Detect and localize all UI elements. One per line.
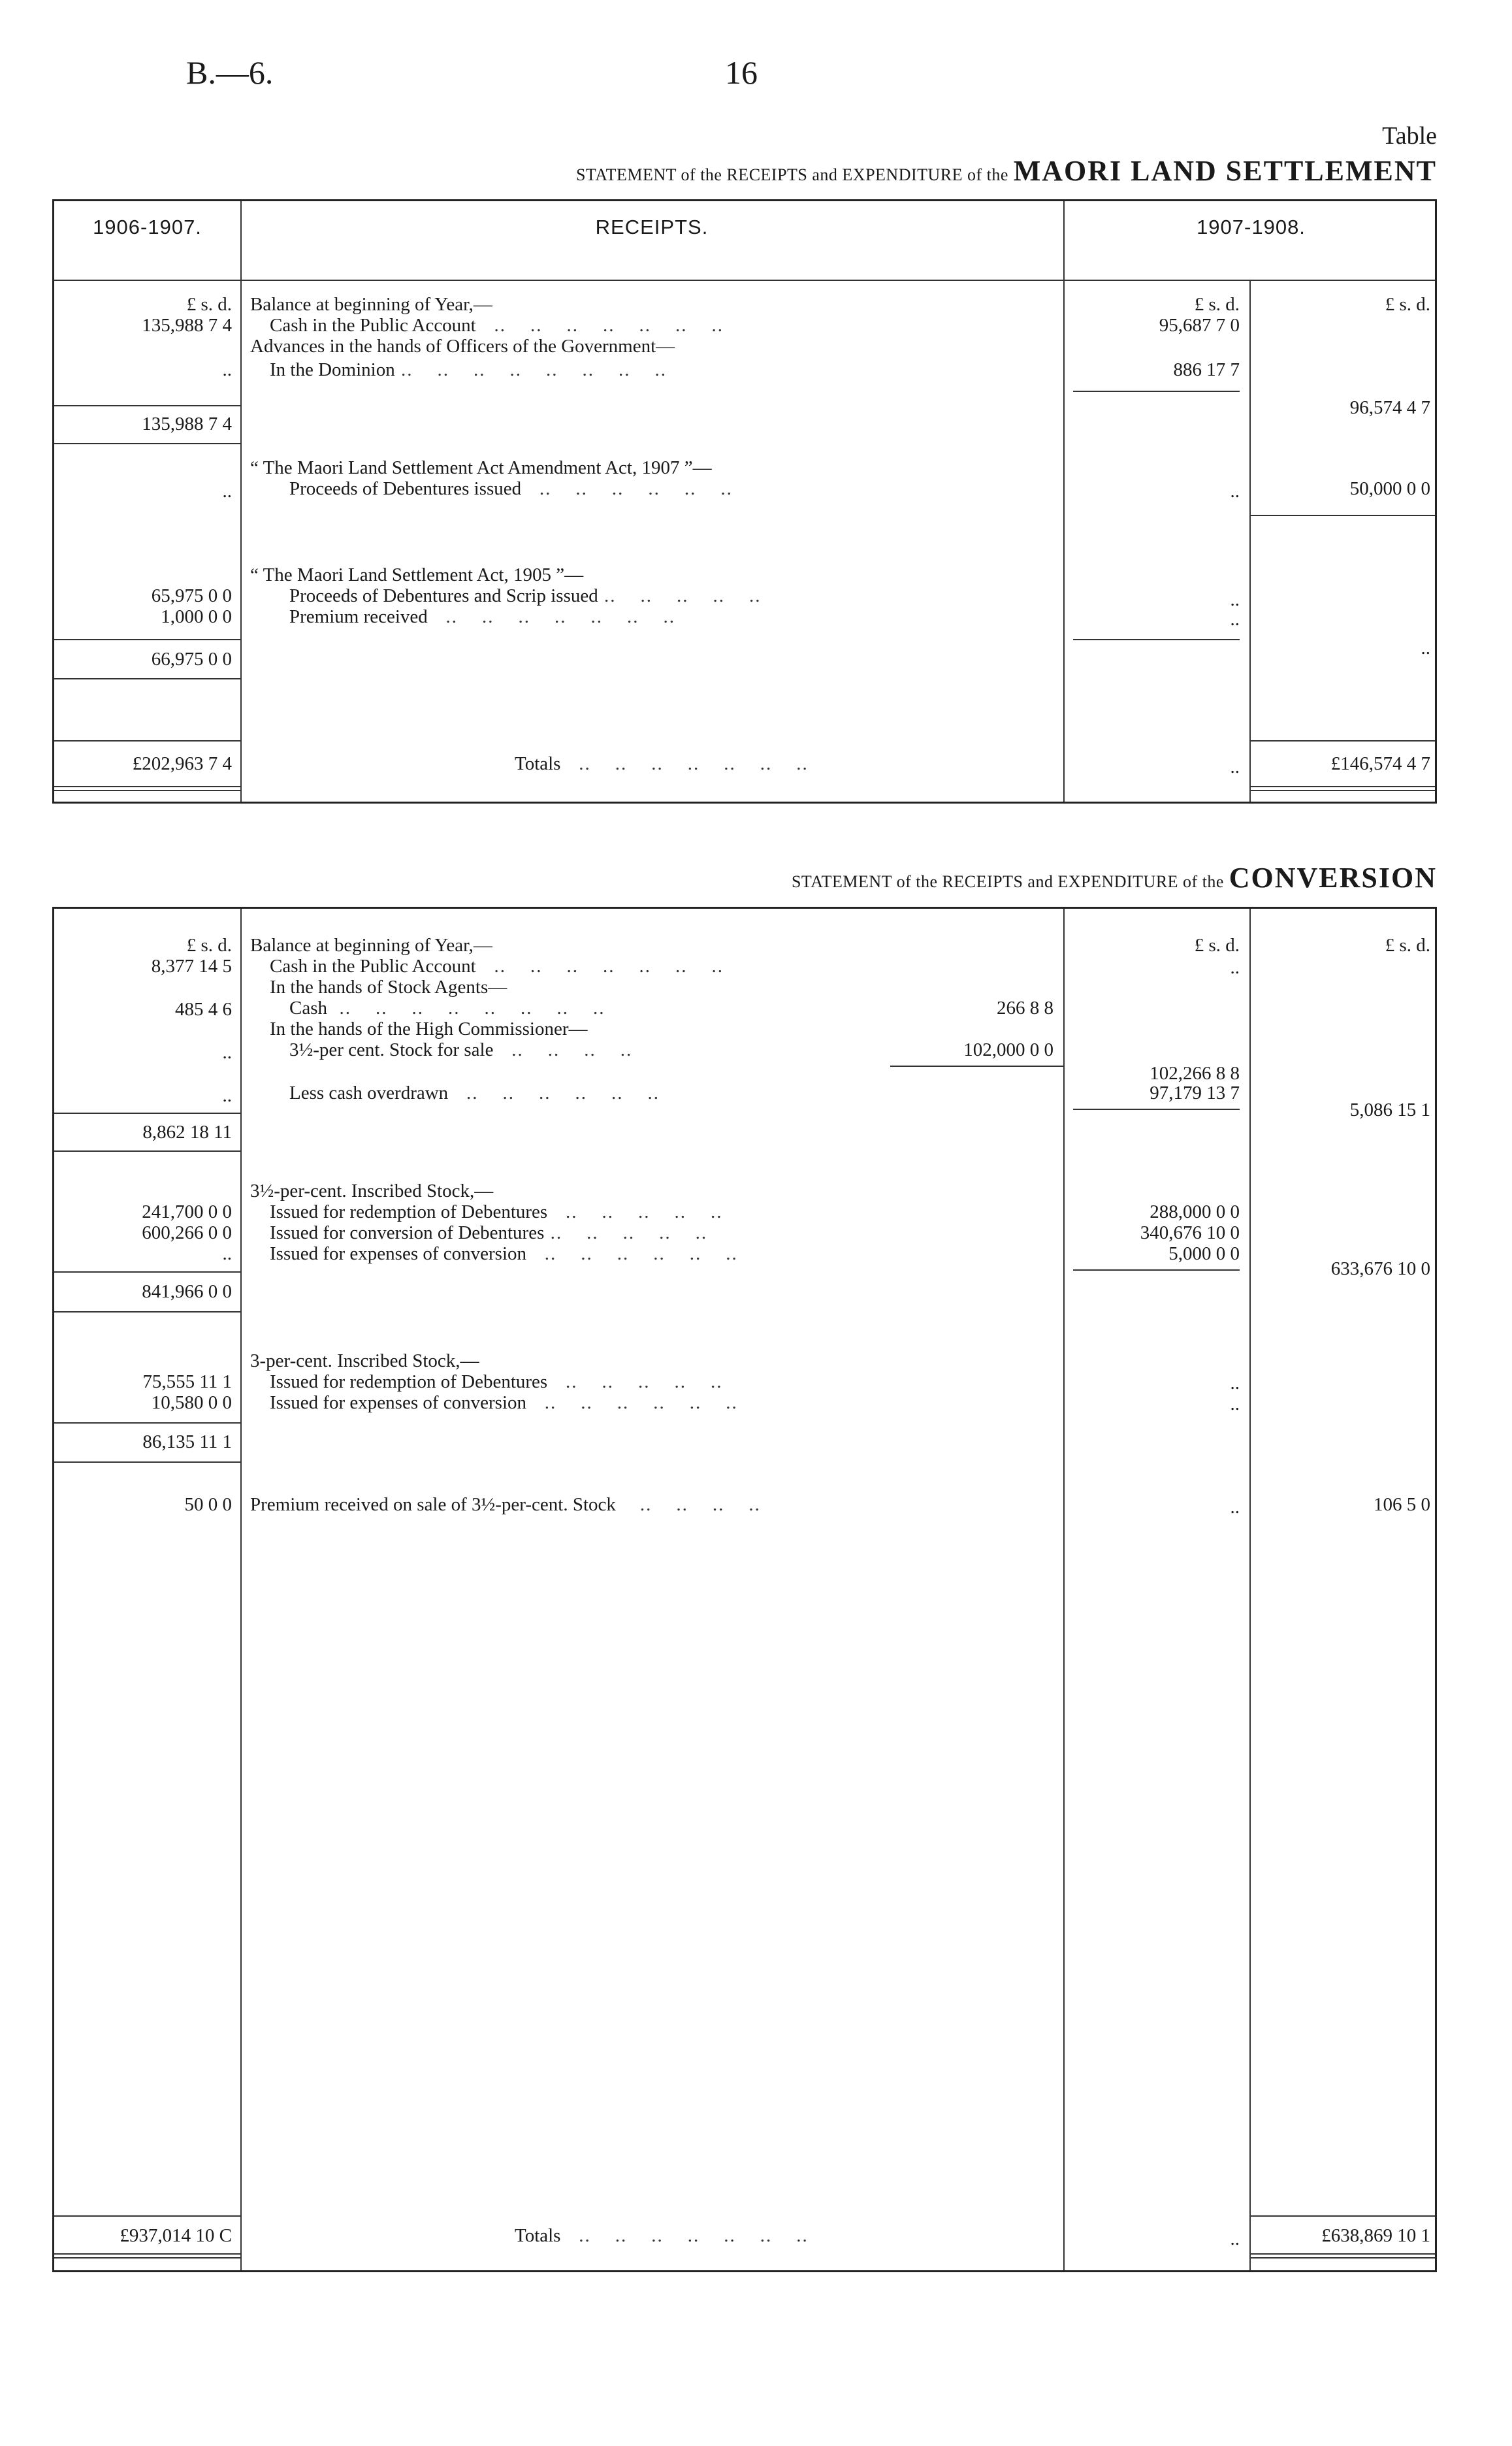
prev-value: 241,700 0 0 — [142, 1201, 232, 1222]
double-total-rule — [1249, 786, 1435, 791]
double-total-rule — [54, 786, 240, 791]
col-b-value: 50,000 0 0 — [1349, 478, 1430, 499]
total-rule — [1249, 2215, 1435, 2217]
inner-value: 102,000 0 0 — [963, 1039, 1054, 1060]
subtotal-rule — [54, 1311, 240, 1313]
row-label: 3½-per cent. Stock for sale .. .. .. .. — [289, 1039, 633, 1060]
col-a-value: 97,179 13 7 — [1150, 1083, 1240, 1103]
table1-title — [576, 154, 1437, 188]
row-label: Issued for expenses of conversion .. .. .. .. .. .. — [270, 1392, 738, 1413]
table-label: Table — [1382, 122, 1437, 150]
prev-value: 600,266 0 0 — [142, 1222, 232, 1243]
total-rule — [1249, 740, 1435, 742]
col-b-value: 106 5 0 — [1374, 1494, 1430, 1515]
subtotal-rule — [54, 639, 240, 640]
col-a-value: 102,266 8 8 — [1150, 1063, 1240, 1084]
subtotal-rule — [1073, 1269, 1240, 1271]
col-a-value: .. — [1230, 1373, 1240, 1394]
row-label: Premium received on sale of 3½-per-cent. Stock .. .. .. .. — [250, 1494, 761, 1515]
prev-value: 66,975 0 0 — [151, 649, 232, 670]
column-divider — [240, 909, 242, 2270]
col-a-value: .. — [1230, 957, 1240, 978]
maori-land-settlement-receipts-table — [52, 199, 1437, 804]
prev-value: 485 4 6 — [175, 999, 232, 1020]
page-reference: B.—6. — [186, 54, 274, 91]
prev-value: 8,377 14 5 — [151, 956, 232, 977]
subtotal-rule — [54, 1271, 240, 1273]
row-label: Cash .. .. .. .. .. .. .. .. — [289, 998, 605, 1019]
row-label: Cash in the Public Account .. .. .. .. .. .. .. — [270, 956, 724, 977]
col-a-value: 5,000 0 0 — [1168, 1243, 1240, 1264]
row-label: 3-per-cent. Inscribed Stock,— — [250, 1350, 479, 1371]
col-a-value: 886 17 7 — [1173, 359, 1240, 380]
prev-value: .. — [222, 1085, 232, 1106]
row-label: “ The Maori Land Settlement Act Amendment Act, 1907 ”— — [250, 457, 712, 478]
subtotal-rule — [54, 1461, 240, 1463]
subtotal-rule — [890, 1066, 1063, 1067]
unit-heading-prev: £ s. d. — [186, 294, 232, 315]
row-label: Issued for conversion of Debentures .. .. .. .. .. — [270, 1222, 708, 1243]
column-divider — [1063, 909, 1065, 2270]
row-label: Proceeds of Debentures and Scrip issued .. .. .. .. .. — [289, 585, 762, 606]
prev-value: .. — [222, 481, 232, 502]
prev-value: 65,975 0 0 — [151, 585, 232, 606]
totals-label: Totals .. .. .. .. .. .. .. — [515, 753, 809, 774]
row-label: 3½-per-cent. Inscribed Stock,— — [250, 1181, 494, 1201]
row-label: Premium received .. .. .. .. .. .. .. — [289, 606, 676, 627]
page-number: 16 — [725, 54, 758, 91]
row-label: Less cash overdrawn .. .. .. .. .. .. — [289, 1083, 660, 1103]
prev-total: £937,014 10 C — [120, 2225, 232, 2246]
column-header-1906-1907: 1906-1907. — [93, 216, 202, 238]
double-total-rule — [1249, 2253, 1435, 2258]
subtotal-rule — [54, 443, 240, 444]
subtotal-rule — [1073, 391, 1240, 392]
row-label: “ The Maori Land Settlement Act, 1905 ”— — [250, 564, 584, 585]
row-label: Balance at beginning of Year,— — [250, 935, 492, 956]
prev-value: .. — [222, 1042, 232, 1063]
table1-title-main: MAORI LAND SETTLEMENT — [1013, 155, 1437, 187]
subtotal-rule — [54, 678, 240, 679]
table2-title — [792, 861, 1437, 894]
col-b-value: .. — [1421, 638, 1430, 659]
col-b-total: £146,574 4 7 — [1330, 753, 1430, 774]
row-label: In the hands of the High Commissioner— — [270, 1019, 588, 1039]
row-label: Issued for expenses of conversion .. .. .. .. .. .. — [270, 1243, 738, 1264]
table1-title-prefix: STATEMENT of the RECEIPTS and EXPENDITURE of the — [575, 165, 1008, 184]
prev-value: 10,580 0 0 — [151, 1392, 232, 1413]
double-total-rule — [54, 2253, 240, 2258]
total-rule — [54, 2215, 240, 2217]
prev-value: 50 0 0 — [184, 1494, 232, 1515]
prev-value: 841,966 0 0 — [142, 1281, 232, 1302]
prev-value: 86,135 11 1 — [142, 1431, 232, 1452]
subtotal-rule — [1073, 1109, 1240, 1110]
inner-value: 266 8 8 — [997, 998, 1054, 1019]
row-label: Cash in the Public Account .. .. .. .. .. .. .. — [270, 315, 724, 336]
header-rule — [54, 280, 1435, 281]
table2-title-prefix: STATEMENT of the RECEIPTS and EXPENDITURE of the — [791, 872, 1224, 891]
unit-heading-b: £ s. d. — [1385, 294, 1430, 315]
prev-value: .. — [222, 1243, 232, 1264]
col-a-value: 288,000 0 0 — [1150, 1201, 1240, 1222]
prev-value: 8,862 18 11 — [142, 1122, 232, 1143]
prev-total: £202,963 7 4 — [132, 753, 232, 774]
totals-label: Totals .. .. .. .. .. .. .. — [515, 2225, 809, 2246]
prev-value: 135,988 7 4 — [142, 315, 232, 336]
col-a-value: .. — [1230, 2228, 1240, 2249]
prev-value: .. — [222, 359, 232, 380]
table2-title-main: CONVERSION — [1229, 862, 1437, 894]
prev-value: 75,555 11 1 — [142, 1371, 232, 1392]
conversion-receipts-table — [52, 907, 1437, 2272]
col-a-value: .. — [1230, 609, 1240, 630]
column-divider — [1063, 201, 1065, 802]
col-a-value: .. — [1230, 481, 1240, 502]
row-label: Issued for redemption of Debentures .. .. .. .. .. — [270, 1371, 723, 1392]
row-label: Issued for redemption of Debentures .. .. .. .. .. — [270, 1201, 723, 1222]
unit-heading-a: £ s. d. — [1194, 294, 1240, 315]
subtotal-rule — [1073, 639, 1240, 640]
col-a-value: 340,676 10 0 — [1140, 1222, 1240, 1243]
col-b-value: 5,086 15 1 — [1349, 1100, 1430, 1120]
col-b-value: 633,676 10 0 — [1330, 1258, 1430, 1279]
total-rule — [54, 740, 240, 742]
column-divider — [240, 201, 242, 802]
col-a-value: 95,687 7 0 — [1159, 315, 1240, 336]
col-a-value: .. — [1230, 757, 1240, 777]
row-label: In the Dominion .. .. .. .. .. .. .. .. — [270, 359, 667, 380]
unit-heading-b: £ s. d. — [1385, 935, 1430, 956]
subtotal-rule — [54, 405, 240, 406]
row-label: Balance at beginning of Year,— — [250, 294, 492, 315]
col-a-value: .. — [1230, 589, 1240, 610]
subtotal-rule — [54, 1422, 240, 1424]
col-a-value: .. — [1230, 1497, 1240, 1518]
row-label: Proceeds of Debentures issued .. .. .. .. .. .. — [289, 478, 733, 499]
column-divider — [1249, 280, 1251, 802]
unit-heading-prev: £ s. d. — [186, 935, 232, 956]
col-b-value: 96,574 4 7 — [1349, 397, 1430, 418]
col-b-total: £638,869 10 1 — [1321, 2225, 1430, 2246]
unit-heading-a: £ s. d. — [1194, 935, 1240, 956]
row-label: Advances in the hands of Officers of the Government— — [250, 336, 675, 357]
column-header-1907-1908: 1907-1908. — [1197, 216, 1306, 238]
col-a-value: .. — [1230, 1394, 1240, 1414]
subtotal-rule — [54, 1113, 240, 1114]
column-header-receipts: RECEIPTS. — [595, 216, 709, 238]
prev-value: 1,000 0 0 — [161, 606, 232, 627]
column-divider — [1249, 909, 1251, 2270]
prev-value: 135,988 7 4 — [142, 414, 232, 434]
subtotal-rule — [54, 1150, 240, 1152]
row-label: In the hands of Stock Agents— — [270, 977, 507, 998]
subtotal-rule — [1249, 515, 1435, 516]
